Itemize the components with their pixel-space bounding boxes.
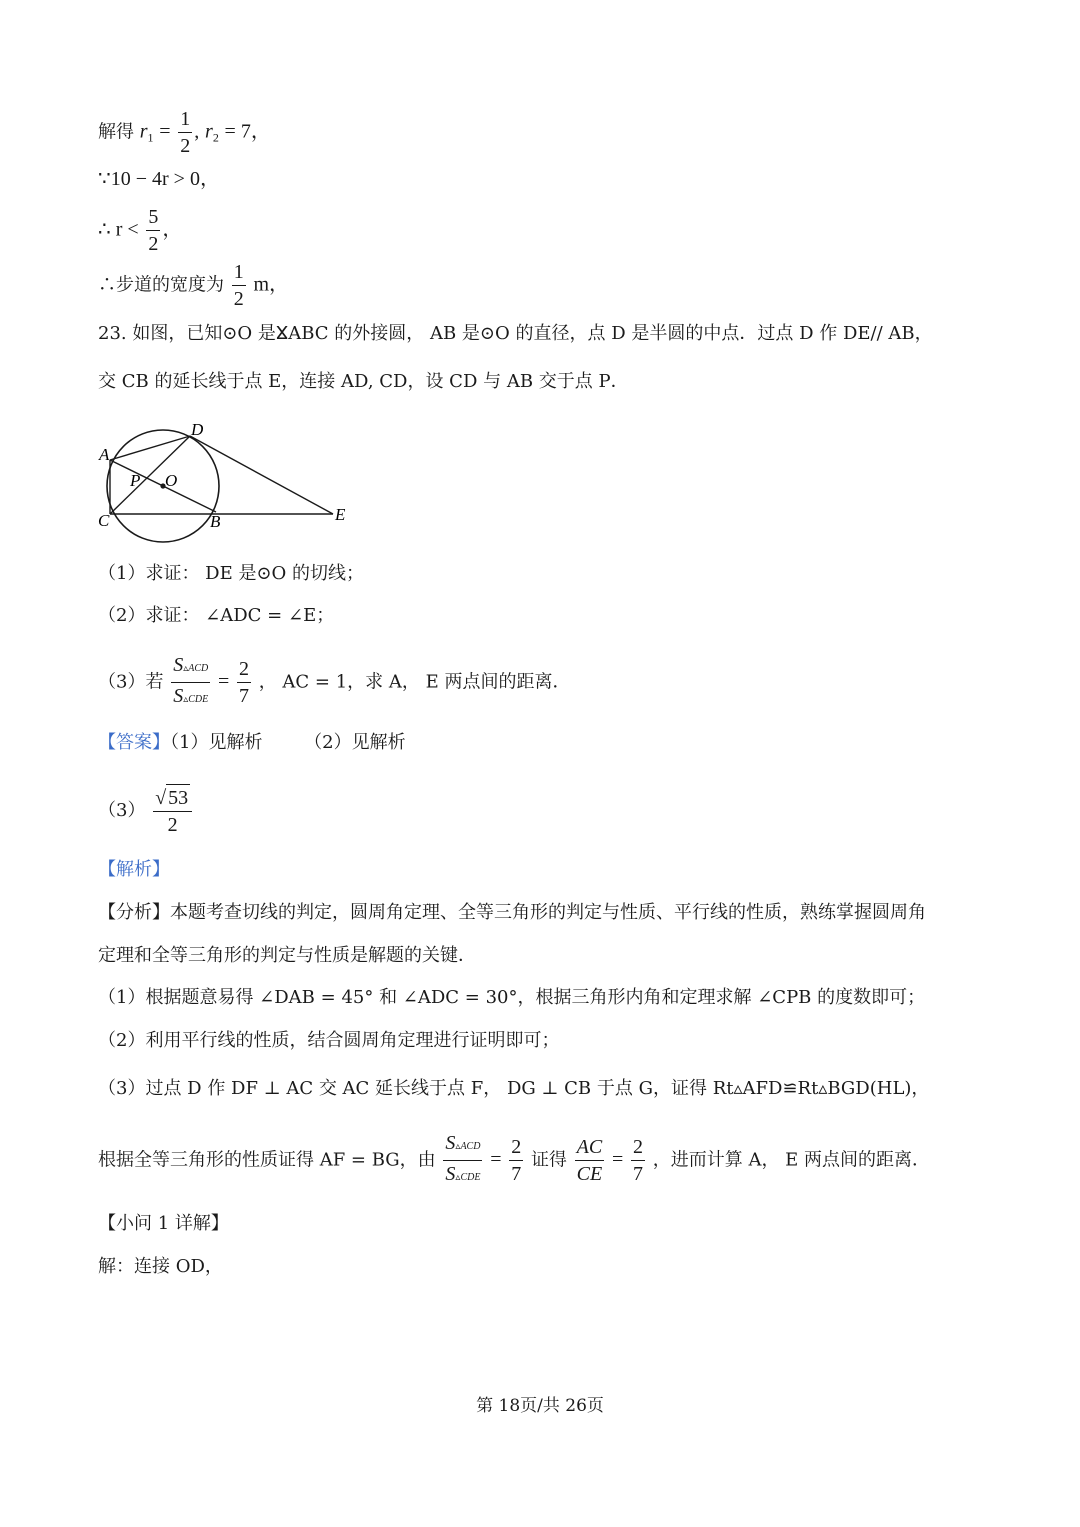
question-23-line1: 23. 如图，已知⊙O 是ⴴABC 的外接圆， AB 是⊙O 的直径，点 D 是半圆的中点．过点 D 作 DE// AB，: [98, 323, 933, 344]
path-width-line: [98, 259, 289, 312]
step-3: （3）过点 D 作 DF ⊥ AC 交 AC 延长线于点 F， DG ⊥ CB 于点 G，证得 Rt▵AFD≌Rt▵BGD(HL)，: [98, 1078, 930, 1099]
label-e: E: [335, 505, 346, 524]
question-23-line2: 交 CB 的延长线于点 E，连接 AD, CD，设 CD 与 AB 交于点 P．: [98, 371, 629, 392]
label-d: D: [191, 420, 204, 439]
unit-m: m，: [253, 273, 290, 296]
denominator: 2: [148, 233, 159, 255]
sub-question-1-title: 【小问 1 详解】: [98, 1213, 229, 1234]
label-b: B: [210, 512, 221, 531]
fraction-two-seventh-2: $\frac{2}{7}$: [511, 1136, 522, 1185]
fraction-two-seventh-3: $\frac{2}{7}$: [632, 1136, 643, 1185]
denominator: 2: [233, 288, 244, 310]
q3-suffix: ， AC = 1，求 A， E 两点间的距离．: [258, 671, 571, 693]
text-solve: 解得: [98, 121, 134, 143]
step-2: （2）利用平行线的性质，结合圆周角定理进行证明即可；: [98, 1030, 560, 1051]
answer-parts: （1）见解析 （2）见解析: [170, 732, 406, 753]
step-3-continued: 根据全等三角形的性质证得 AF = BG，由 $\frac{\text{S▵ACD}}{\text{S▵CDE}}$ = $\frac{2}{7}$ 证得 $\frac{AC}{CE}$ = $\frac{2}{7}$ ，进而计算 A， E 两点间的距离．: [98, 1130, 930, 1191]
answer3-prefix: （3）: [98, 800, 146, 821]
var-r2: r: [205, 120, 213, 143]
r2-value: = 7，: [224, 120, 271, 143]
answer3-denominator: 2: [167, 814, 178, 836]
path-width-text: ∴步道的宽度为: [98, 274, 224, 296]
step3b-prefix: 根据全等三角形的性质证得 AF = BG，由: [98, 1149, 436, 1171]
therefore-r-less: ∴ r <: [98, 218, 139, 241]
q3-prefix: （3）若: [98, 671, 164, 693]
step3b-suffix: ，进而计算 A， E 两点间的距离．: [652, 1149, 931, 1171]
area-acd: S▵ACD: [171, 652, 210, 683]
area-ratio-fraction: [171, 652, 210, 713]
sub-2: 2: [212, 130, 219, 145]
step-1: （1）根据题意易得 ∠DAB = 45° 和 ∠ADC = 30°，根据三角形内角和定理求解 ∠CPB 的度数即可；: [98, 987, 926, 1008]
solution-line-r-values: 解得 $r_1$ = $\frac{1}{2}$ , $r_2 = 7$，: [98, 108, 271, 157]
analysis-line1: 【分析】本题考查切线的判定，圆周角定理、全等三角形的判定与性质、平行线的性质，熟练掌握圆周角: [98, 902, 926, 923]
sub-question-3: [98, 652, 570, 713]
label-a: A: [99, 445, 110, 464]
label-p: P: [130, 471, 141, 490]
condition-line: ∵10 − 4r > 0，: [98, 168, 220, 190]
answer-tag: 【答案】: [98, 732, 170, 753]
sub-1: 1: [147, 130, 154, 145]
label-o: O: [165, 471, 178, 490]
sub-question-1: （1）求证： DE 是⊙O 的切线；: [98, 563, 365, 584]
numerator: 1: [232, 259, 246, 286]
area-ratio-fraction-2: $\frac{\text{S▵ACD}}{\text{S▵CDE}}$: [445, 1132, 481, 1185]
sub-question-2: （2）求证： ∠ADC = ∠E；: [98, 605, 335, 626]
numerator: 5: [146, 204, 160, 231]
sub-question-1-body: 解：连接 OD，: [98, 1256, 223, 1277]
area-cde: S▵CDE: [173, 685, 209, 707]
answer-line: [98, 731, 406, 755]
equals: =: [217, 670, 230, 693]
fraction-five-half: [146, 204, 160, 257]
analysis-line2: 定理和全等三角形的判定与性质是解题的关键．: [98, 945, 476, 966]
ac-over-ce: $\frac{AC}{CE}$: [576, 1136, 603, 1185]
fraction-half-width: [232, 259, 246, 312]
fraction-half: [178, 106, 192, 159]
numerator: 1: [178, 106, 192, 133]
answer3-numerator: √ 53: [153, 784, 192, 812]
segment-de: [190, 436, 333, 514]
label-c: C: [98, 511, 110, 530]
equals: =: [159, 120, 171, 143]
var-r1: r: [139, 120, 148, 143]
answer3-fraction: [153, 784, 192, 838]
step3b-mid: 证得: [530, 1149, 567, 1171]
analysis-tag: 【解析】: [98, 859, 170, 880]
page-footer: 第 18页/共 26页: [476, 1396, 604, 1416]
geometry-figure: [90, 415, 360, 550]
fraction-two-seventh: $\frac{2}{7}$: [238, 658, 249, 707]
answer-3-line: [98, 784, 194, 838]
denominator: 2: [180, 135, 191, 157]
r-inequality-line: ∴ r < $\frac{5}{2}$ ，: [98, 206, 183, 255]
